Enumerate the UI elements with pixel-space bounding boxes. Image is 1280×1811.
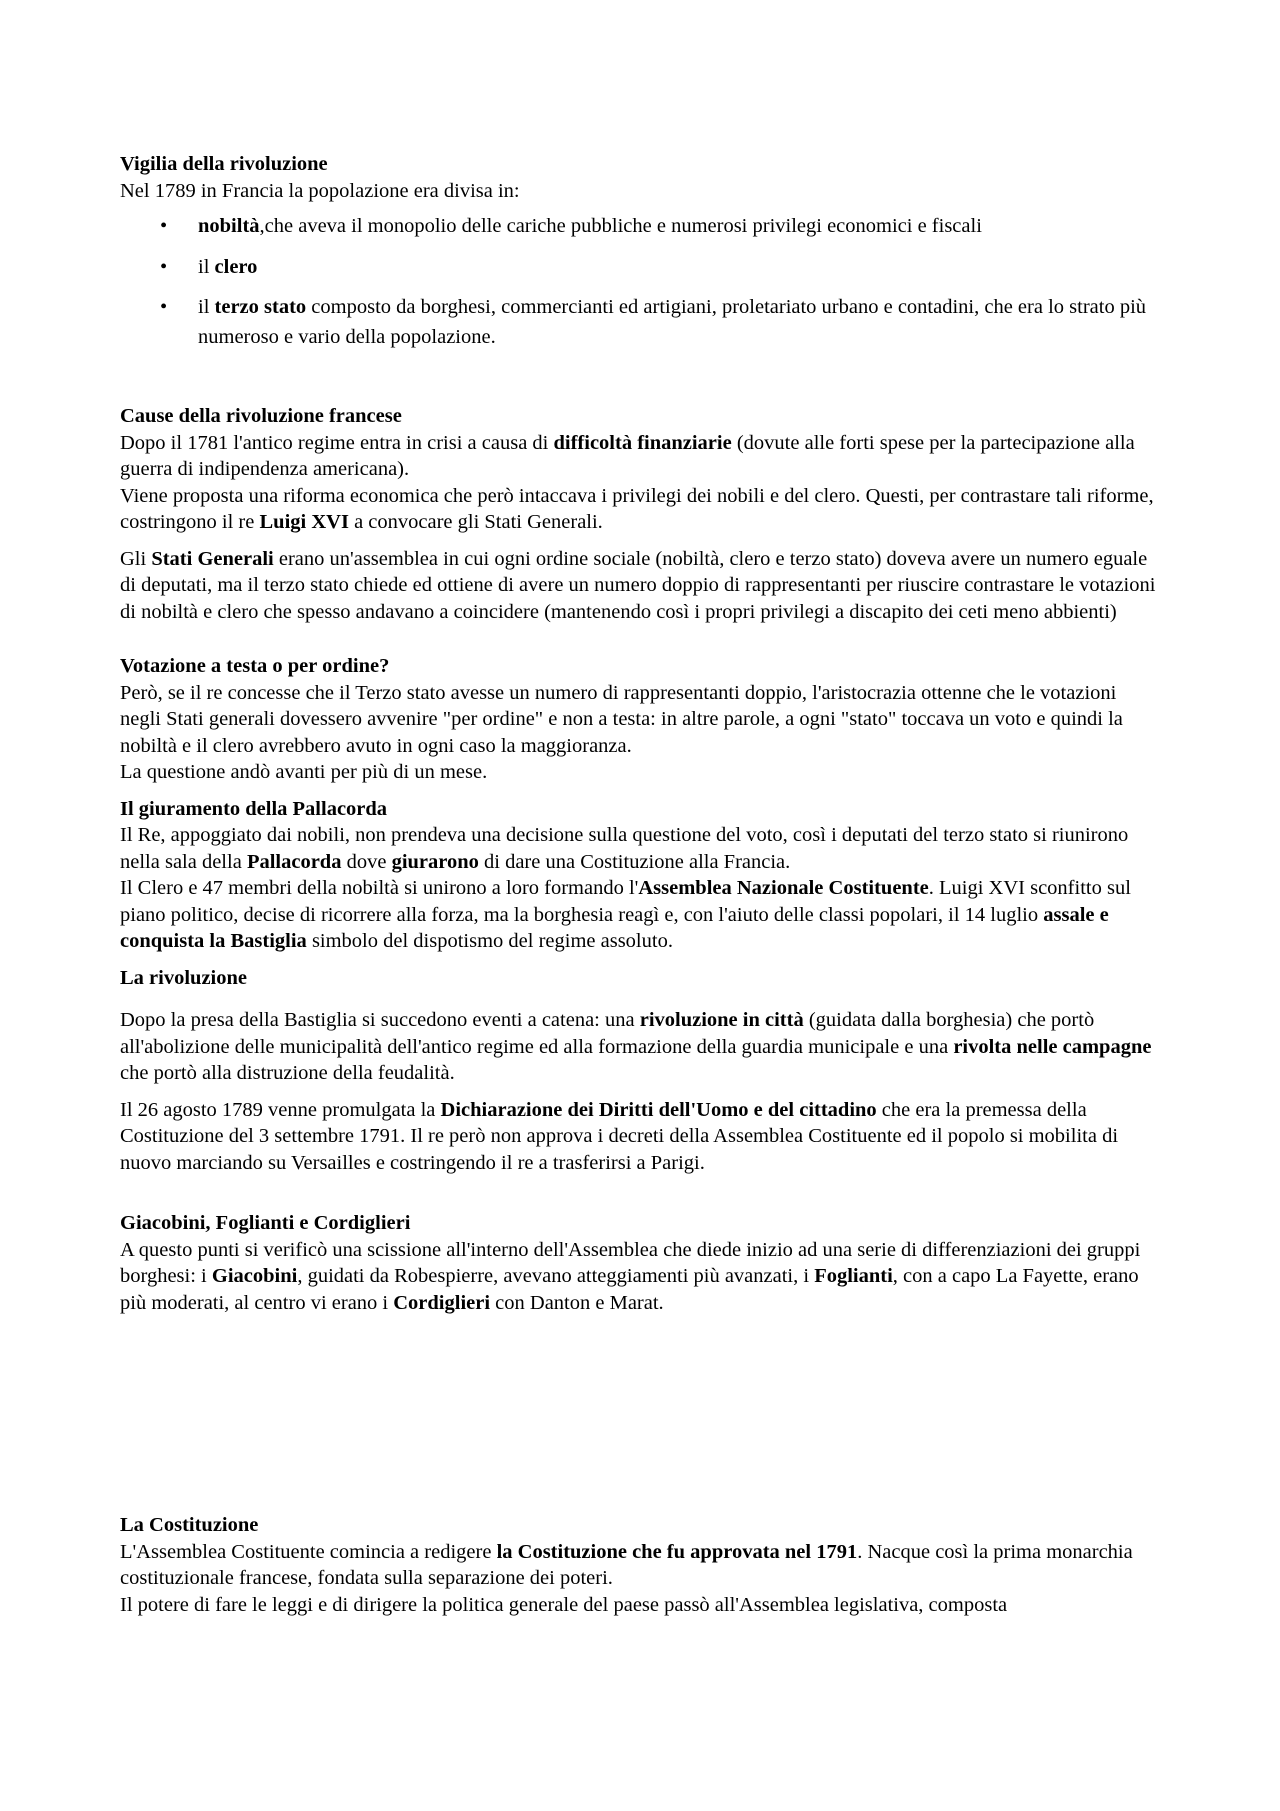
section-votazione: [120, 653, 1160, 786]
heading-rivoluzione: La rivoluzione: [120, 966, 247, 989]
heading-votazione: Votazione a testa o per ordine?: [120, 655, 390, 677]
heading-pallacorda: Il giuramento della Pallacorda: [120, 797, 388, 820]
heading-cause: Cause della rivoluzione francese: [120, 405, 402, 427]
section-pallacorda: [120, 796, 1160, 955]
heading-costituzione: La Costituzione: [120, 1514, 259, 1536]
paragraph: Il potere di fare le leggi e di dirigere la politica generale del paese passò all'Assemblea legislativa, composta: [120, 1593, 1008, 1616]
paragraph: L'Assemblea Costituente comincia a redigere la Costituzione che fu approvata nel 1791. Nacque così la prima monarchia costituzionale francese, fondata sulla separazione dei poteri.: [120, 1540, 1133, 1589]
paragraph: Dopo la presa della Bastiglia si succedono eventi a catena: una rivoluzione in città (guidata dalla borghesia) che portò all'abolizione delle municipalità dell'antico regime ed alla formazione della guardia municipale e una rivolta nelle campagne che portò alla distruzione della feudalità.: [120, 1009, 1152, 1084]
paragraph-intro: Nel 1789 in Francia la popolazione era divisa in:: [120, 179, 520, 202]
list-item: • nobiltà,che aveva il monopolio delle cariche pubbliche e numerosi privilegi economici e fiscali: [120, 212, 1160, 242]
section-cause: [120, 403, 1160, 625]
section-costituzione: [120, 1512, 1160, 1618]
list-item: • il terzo stato composto da borghesi, commercianti ed artigiani, proletariato urbano e contadini, che era lo strato più numeroso e vario della popolazione.: [120, 293, 1160, 352]
bullet-icon: •: [160, 296, 168, 318]
list-item: • il clero: [120, 253, 1160, 283]
paragraph: Viene proposta una riforma economica che però intaccava i privilegi dei nobili e del clero. Questi, per contrastare tali riforme, costringono il re Luigi XVI a convocare gli Stati Generali.: [120, 484, 1154, 533]
paragraph: Gli Stati Generali erano un'assemblea in cui ogni ordine sociale (nobiltà, clero e terzo stato) doveva avere un numero eguale di deputati, ma il terzo stato chiede ed ottiene di avere un numero doppio di rappresentanti per riuscire contrastare le votazioni di nobiltà e clero che spesso andavano a coincidere (mantenendo così i propri privilegi a discapito dei ceti meno abbienti): [120, 547, 1156, 623]
paragraph: A questo punti si verificò una scissione all'interno dell'Assemblea che diede inizio ad una serie di differenziazioni dei gruppi borghesi: i Giacobini, guidati da Robespierre, avevano atteggiamenti più avanzati, i Foglianti, con a capo La Fayette, erano più moderati, al centro vi erano i Cordiglieri con Danton e Marat.: [120, 1238, 1141, 1314]
paragraph: Il 26 agosto 1789 venne promulgata la Dichiarazione dei Diritti dell'Uomo e del cittadino che era la premessa della Costituzione del 3 settembre 1791. Il re però non approva i decreti della Assemblea Costituente ed il popolo si mobilita di nuovo marciando su Versailles e costringendo il re a trasferirsi a Parigi.: [120, 1098, 1119, 1174]
bullet-icon: •: [160, 255, 168, 278]
paragraph: Il Clero e 47 membri della nobiltà si unirono a loro formando l'Assemblea Nazionale Costituente. Luigi XVI sconfitto sul piano politico, decise di ricorrere alla forza, ma la borghesia reagì e, con l'aiuto delle classi popolari, il 14 luglio assale e conquista la Bastiglia simbolo del dispotismo del regime assoluto.: [120, 877, 1131, 952]
paragraph: Però, se il re concesse che il Terzo stato avesse un numero di rappresentanti doppio, l'aristocrazia ottenne che le votazioni negli Stati generali dovessero avvenire "per ordine" e non a testa: in altre parole, a ogni "stato" toccava un voto e quindi la nobiltà e il clero avrebbero avuto in ogni caso la maggioranza.: [120, 681, 1123, 757]
section-rivoluzione: [120, 965, 1160, 1177]
paragraph: Dopo il 1781 l'antico regime entra in crisi a causa di difficoltà finanziarie (dovute alle forti spese per la partecipazione alla guerra di indipendenza americana).: [120, 431, 1135, 480]
paragraph: Il Re, appoggiato dai nobili, non prendeva una decisione sulla questione del voto, così i deputati del terzo stato si riunirono nella sala della Pallacorda dove giurarono di dare una Costituzione alla Francia.: [120, 824, 1129, 873]
section-vigilia: [120, 151, 1160, 352]
bullet-list-classes: [120, 212, 1160, 352]
bullet-icon: •: [160, 215, 168, 237]
paragraph: La questione andò avanti per più di un mese.: [120, 761, 488, 783]
heading-vigilia: Vigilia della rivoluzione: [120, 153, 328, 175]
heading-giacobini: Giacobini, Foglianti e Cordiglieri: [120, 1212, 411, 1234]
document-page: [120, 151, 1160, 1618]
section-giacobini: [120, 1210, 1160, 1316]
